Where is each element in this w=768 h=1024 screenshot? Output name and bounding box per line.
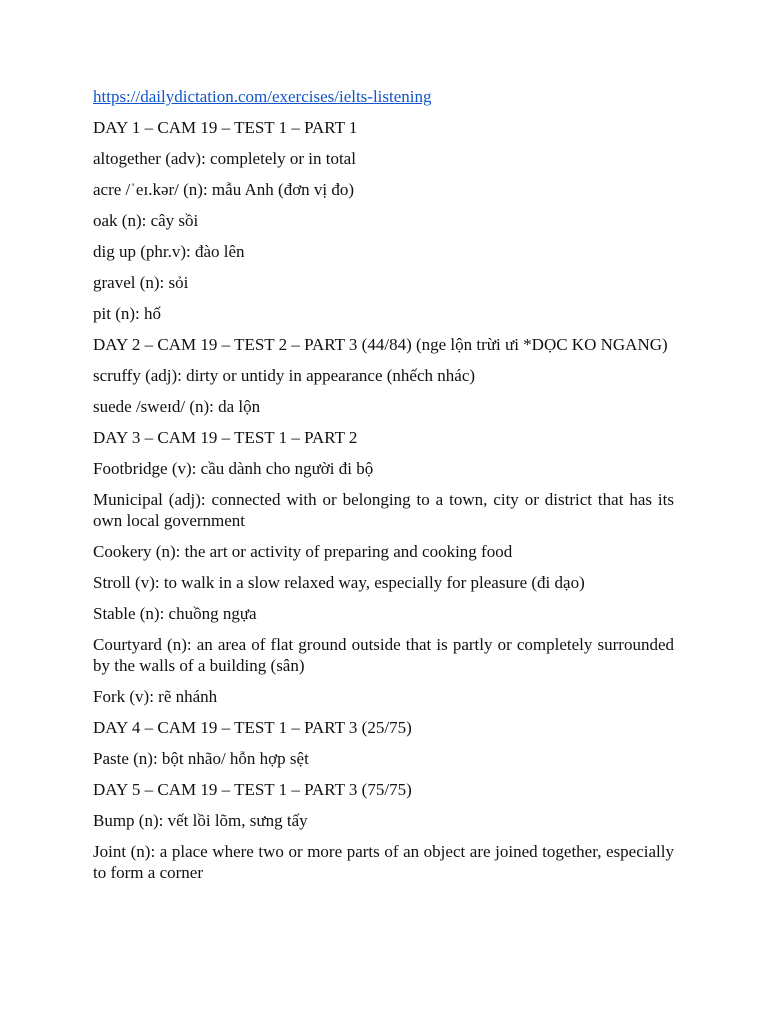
- vocab-entry-joint: Joint (n): a place where two or more parts of an object are joined together, especially to form a corner: [93, 842, 674, 882]
- vocab-entry-scruffy: scruffy (adj): dirty or untidy in appearance (nhếch nhác): [93, 366, 476, 385]
- vocab-entry-fork: Fork (v): rẽ nhánh: [93, 687, 218, 706]
- vocab-entry-dig-up: dig up (phr.v): đào lên: [93, 242, 245, 261]
- document-page: [93, 86, 674, 893]
- vocab-entry-stroll: Stroll (v): to walk in a slow relaxed way, especially for pleasure (đi dạo): [93, 573, 585, 592]
- vocab-entry-gravel: gravel (n): sỏi: [93, 273, 189, 292]
- vocab-entry-oak: oak (n): cây sồi: [93, 211, 199, 230]
- vocab-entry-courtyard: Courtyard (n): an area of flat ground outside that is partly or completely surrounded by the walls of a building (sân): [93, 635, 674, 675]
- vocab-entry-cookery: Cookery (n): the art or activity of preparing and cooking food: [93, 542, 513, 561]
- vocab-entry-stable: Stable (n): chuồng ngựa: [93, 604, 257, 623]
- vocab-entry-municipal: Municipal (adj): connected with or belonging to a town, city or district that has its own local government: [93, 490, 674, 530]
- vocab-entry-paste: Paste (n): bột nhão/ hỗn hợp sệt: [93, 749, 309, 768]
- vocab-entry-suede: suede /sweɪd/ (n): da lộn: [93, 397, 261, 416]
- day-3-heading: DAY 3 – CAM 19 – TEST 1 – PART 2: [93, 428, 358, 447]
- day-5-heading: DAY 5 – CAM 19 – TEST 1 – PART 3 (75/75): [93, 780, 412, 799]
- link-paragraph: [93, 86, 674, 107]
- day-1-heading: DAY 1 – CAM 19 – TEST 1 – PART 1: [93, 118, 358, 137]
- vocab-entry-acre: acre /ˈeɪ.kər/ (n): mẫu Anh (đơn vị đo): [93, 180, 355, 199]
- vocab-entry-footbridge: Footbridge (v): cầu dành cho người đi bộ: [93, 459, 374, 478]
- vocab-entry-altogether: altogether (adv): completely or in total: [93, 149, 356, 168]
- day-2-heading: DAY 2 – CAM 19 – TEST 2 – PART 3 (44/84) (nge lộn trừi ưi *DỌC KO NGANG): [93, 335, 668, 354]
- vocab-entry-pit: pit (n): hố: [93, 304, 161, 323]
- day-4-heading: DAY 4 – CAM 19 – TEST 1 – PART 3 (25/75): [93, 718, 412, 737]
- vocab-entry-bump: Bump (n): vết lồi lõm, sưng tấy: [93, 811, 308, 830]
- dailydictation-link[interactable]: https://dailydictation.com/exercises/ielts-listening: [93, 87, 432, 106]
